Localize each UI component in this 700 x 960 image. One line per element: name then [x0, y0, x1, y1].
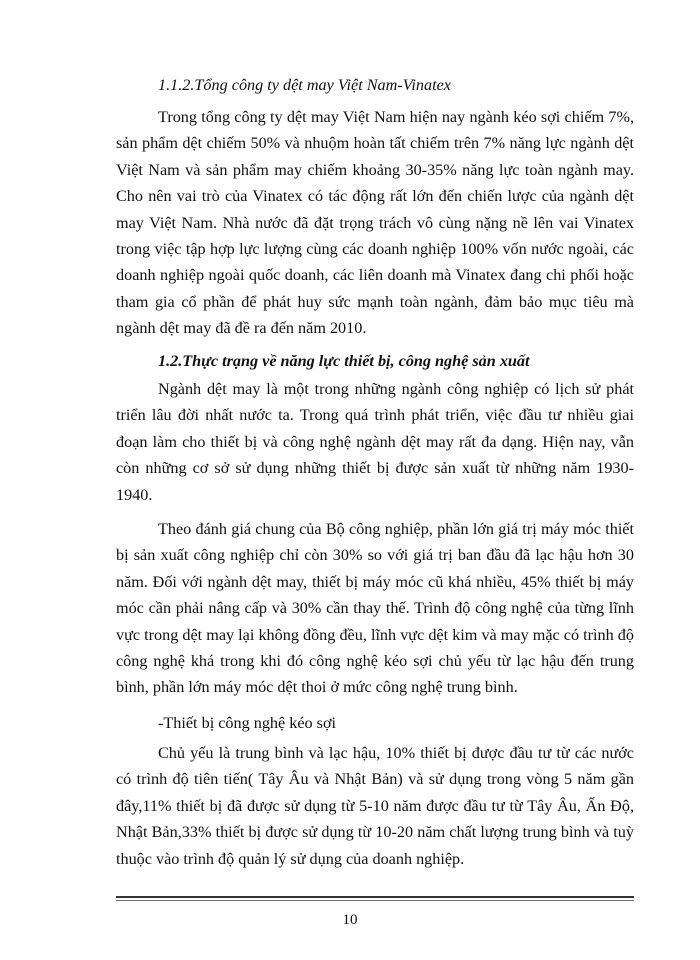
- footer-rule: [116, 896, 634, 903]
- paragraph-history: [116, 376, 634, 508]
- paragraph-spinning-text: Chủ yếu là trung bình và lạc hậu, 10% thiết bị được đầu tư từ các nước có trình độ tiên tiến( Tây Âu và Nhật Bản) và sử dụng trong vòng 5 năm gần đây,11% thiết bị đã được sử dụng từ 5-10 năm được đầu tư từ Tây Âu, Ấn Độ, Nhật Bản,33% thiết bị được sử dụng từ 10-20 năm chất lượng trung bình và tuỳ thuộc vào trình độ quản lý sử dụng của doanh nghiệp.: [116, 744, 634, 868]
- section-title-1-2: 1.2.Thực trạng về năng lực thiết bị, công nghệ sản xuất: [158, 352, 530, 370]
- footer-rule-thick: [116, 896, 634, 898]
- list-item-spinning-equipment: -Thiết bị công nghệ kéo sợi: [158, 714, 337, 732]
- paragraph-assessment: [116, 516, 634, 701]
- footer-rule-thin: [116, 900, 634, 901]
- page-number: 10: [342, 912, 358, 928]
- section-title-1-1-2: 1.1.2.Tổng công ty dệt may Việt Nam-Vinatex: [158, 76, 451, 94]
- paragraph-assessment-text: Theo đánh giá chung của Bộ công nghiệp, phần lớn giá trị máy móc thiết bị sản xuất công nghiệp chỉ còn 30% so với giá trị ban đầu đã lạc hậu hơn 30 năm. Đối với ngành dệt may, thiết bị máy móc cũ khá nhiều, 45% thiết bị máy móc cần phải nâng cấp và 30% cần thay thế. Trình độ công nghệ của từng lĩnh vực trong dệt may lại không đồng đều, lĩnh vực dệt kim và may mặc có trình độ công nghệ khá trong khi đó công nghệ kéo sợi chủ yếu từ lạc hậu đến trung bình, phần lớn máy móc dệt thoi ở mức công nghệ trung bình.: [116, 520, 634, 697]
- paragraph-spinning: [116, 740, 634, 872]
- paragraph-history-text: Ngành dệt may là một trong những ngành công nghiệp có lịch sử phát triển lâu đời nhất nước ta. Trong quá trình phát triển, việc đầu tư nhiều giai đoạn làm cho thiết bị và công nghệ ngành dệt may rất đa dạng. Hiện nay, vẫn còn những cơ sở sử dụng những thiết bị được sản xuất từ những năm 1930-1940.: [116, 380, 634, 504]
- paragraph-vinatex-text: Trong tổng công ty dệt may Việt Nam hiện nay ngành kéo sợi chiếm 7%, sản phẩm dệt chiếm 50% và nhuộm hoàn tất chiếm trên 7% năng lực ngành dệt Việt Nam và sản phẩm may chiếm khoảng 30-35% năng lực toàn ngành may. Cho nên vai trò của Vinatex có tác động rất lớn đến chiến lược của ngành dệt may Việt Nam. Nhà nước đã đặt trọng trách vô cùng nặng nề lên vai Vinatex trong việc tập hợp lực lượng cùng các doanh nghiệp 100% vốn nước ngoài, các doanh nghiệp ngoài quốc doanh, các liên doanh mà Vinatex đang chi phối hoặc tham gia cổ phần để phát huy sức mạnh toàn ngành, đảm bảo mục tiêu mà ngành dệt may đã đề ra đến năm 2010.: [116, 108, 634, 338]
- paragraph-vinatex: [116, 104, 634, 342]
